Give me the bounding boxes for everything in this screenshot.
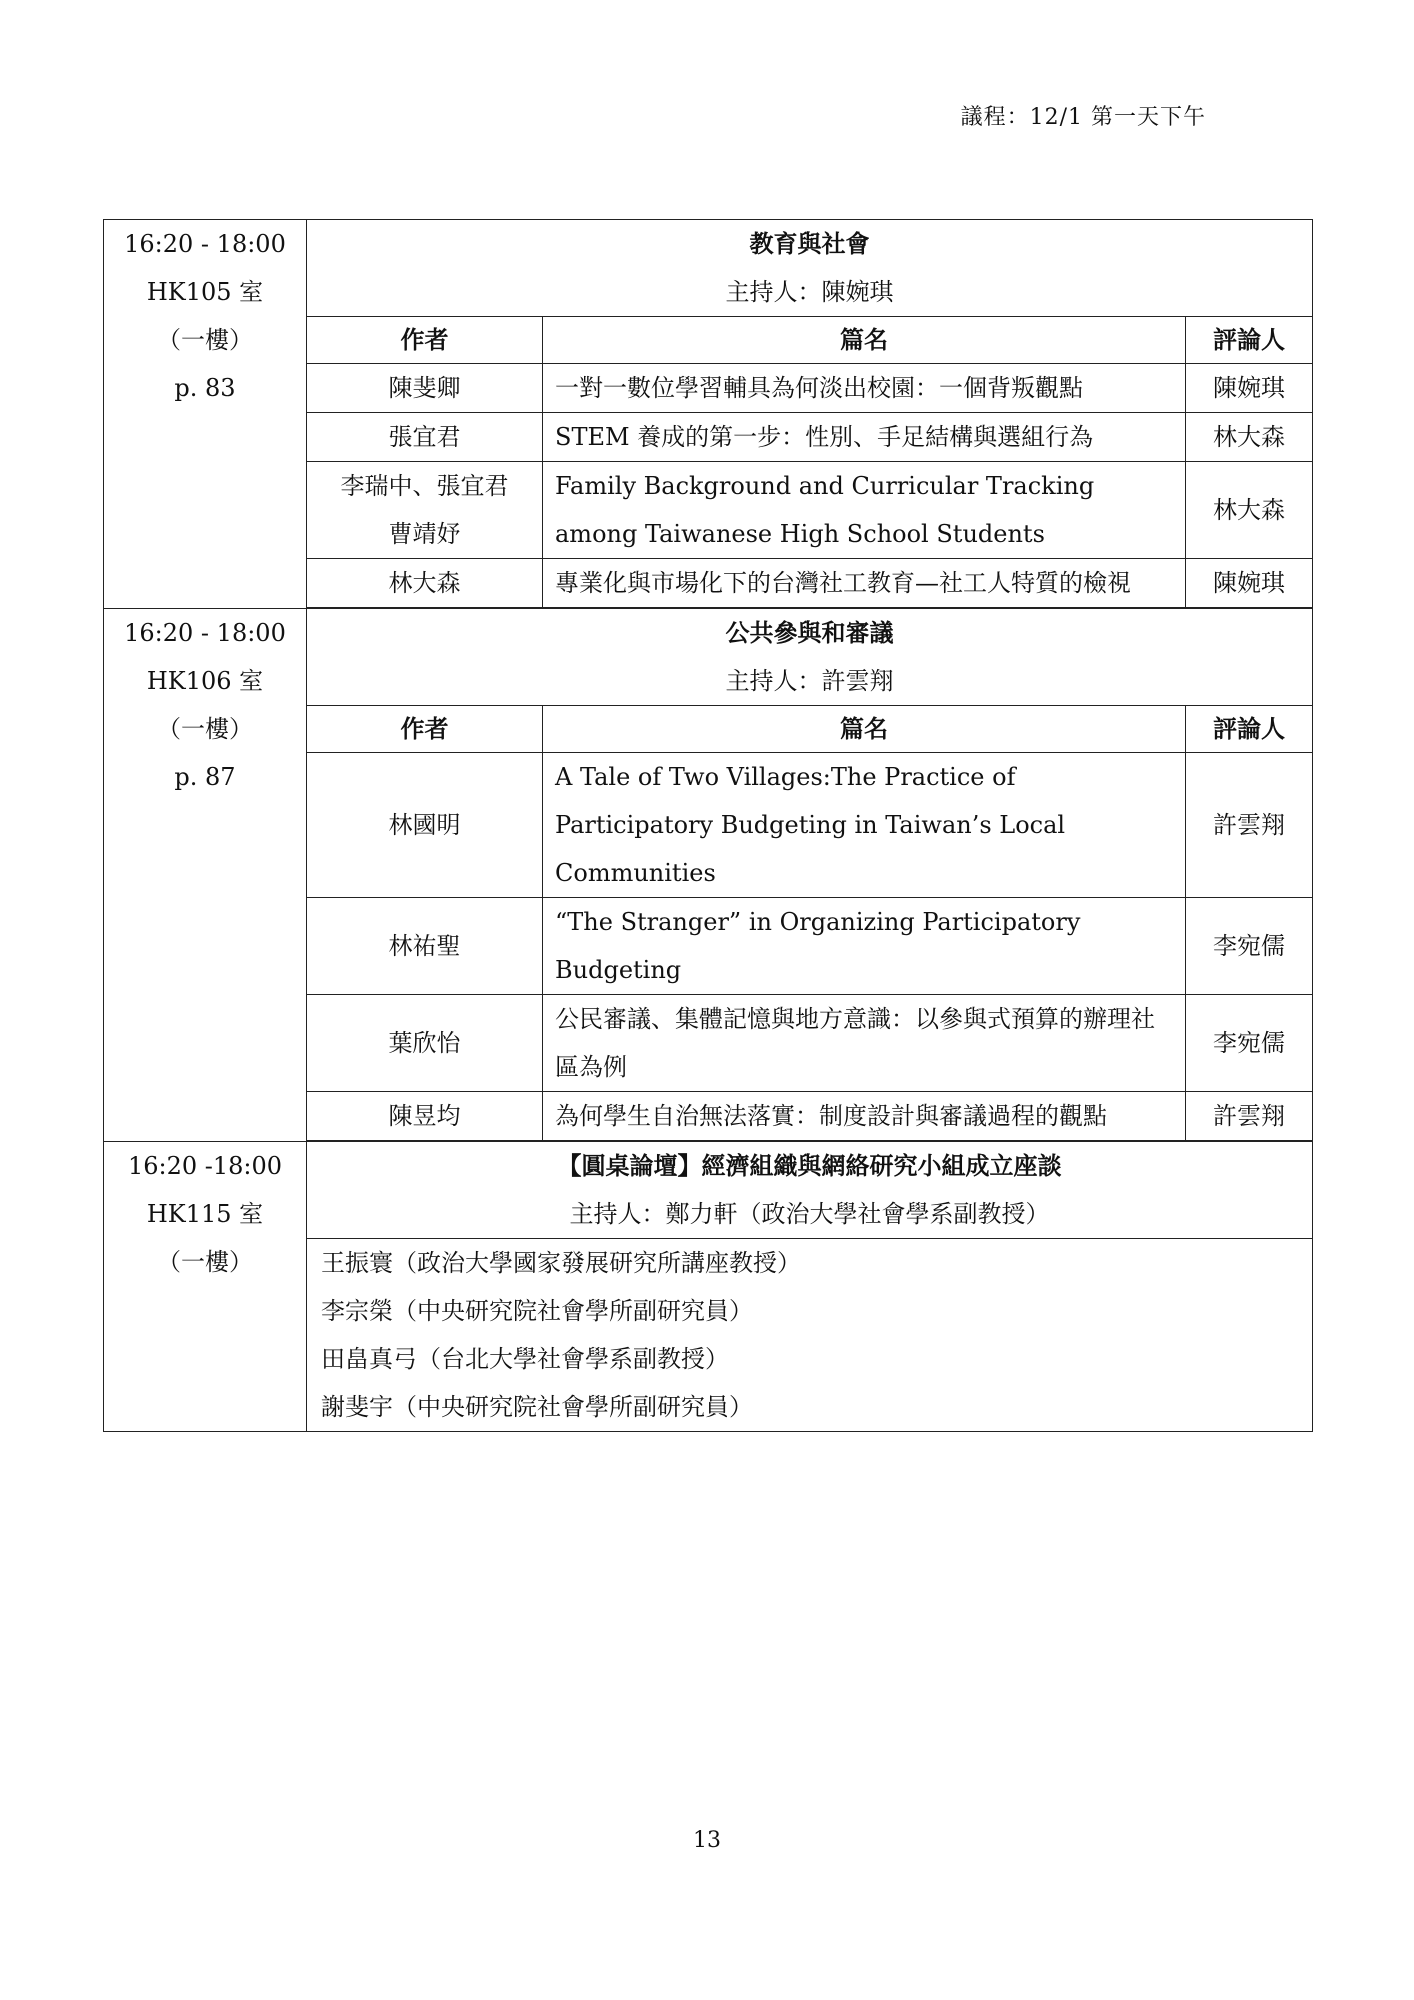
session-host: 主持人：許雲翔 — [725, 667, 894, 695]
discussant-name: 李宛儒 — [1186, 898, 1313, 995]
session-2-heading — [307, 609, 1313, 706]
discussant-name: 許雲翔 — [1186, 753, 1313, 898]
discussant-header: 評論人 — [1186, 706, 1313, 753]
paper-title: A Tale of Two Villages:The Practice of Participatory Budgeting in Taiwan’s Local Communities — [543, 753, 1186, 898]
session-time: 16:20 - 18:00 — [124, 230, 286, 258]
session-host: 主持人：陳婉琪 — [725, 278, 894, 306]
session-1-heading — [307, 220, 1313, 317]
participant: 李宗榮（中央研究院社會學所副研究員） — [321, 1297, 753, 1325]
session-title: 【圓桌論壇】經濟組織與網絡研究小組成立座談 — [557, 1151, 1062, 1180]
discussant-name: 李宛儒 — [1186, 995, 1313, 1092]
session-room: HK105 室 — [146, 278, 264, 306]
discussant-name: 林大森 — [1186, 462, 1313, 559]
discussant-header: 評論人 — [1186, 317, 1313, 364]
paper-title: 公民審議、集體記憶與地方意識：以參與式預算的辦理社區為例 — [543, 995, 1186, 1092]
session-title: 教育與社會 — [749, 229, 870, 258]
paper-title: “The Stranger” in Organizing Participatory Budgeting — [543, 898, 1186, 995]
participant: 謝斐宇（中央研究院社會學所副研究員） — [321, 1393, 753, 1421]
author-cell — [307, 559, 543, 608]
author-header: 作者 — [307, 317, 543, 364]
session-page: p. 83 — [174, 374, 236, 402]
author-cell — [307, 462, 543, 559]
author-name: 陳昱均 — [388, 1102, 461, 1130]
paper-title: Family Background and Curricular Tracking among Taiwanese High School Students — [543, 462, 1186, 559]
author-name: 林國明 — [388, 811, 461, 839]
discussant-name: 陳婉琪 — [1186, 364, 1313, 413]
paper-title: STEM 養成的第一步：性別、手足結構與選組行為 — [543, 413, 1186, 462]
session-floor: （一樓） — [157, 715, 253, 743]
paper-header: 篇名 — [543, 706, 1186, 753]
running-header: 議程：12/1 第一天下午 — [960, 105, 1206, 130]
author-name: 陳斐卿 — [388, 374, 461, 402]
session-2-title-row — [104, 609, 1313, 706]
discussant-name: 許雲翔 — [1186, 1092, 1313, 1141]
session-room: HK106 室 — [146, 667, 264, 695]
discussant-name: 陳婉琪 — [1186, 559, 1313, 608]
author-cell — [307, 753, 543, 898]
author-name: 曹靖妤 — [388, 520, 461, 548]
author-name: 林祐聖 — [388, 932, 461, 960]
author-cell — [307, 898, 543, 995]
session-time: 16:20 -18:00 — [127, 1152, 283, 1180]
author-cell — [307, 995, 543, 1092]
author-name: 林大森 — [388, 569, 461, 597]
session-title: 公共參與和審議 — [725, 618, 894, 647]
author-name: 葉欣怡 — [388, 1029, 461, 1057]
discussant-name: 林大森 — [1186, 413, 1313, 462]
author-name: 李瑞中、張宜君 — [340, 472, 509, 500]
session-2-info — [104, 609, 307, 1142]
paper-title: 一對一數位學習輔具為何淡出校園：一個背叛觀點 — [543, 364, 1186, 413]
session-floor: （一樓） — [157, 326, 253, 354]
participant: 田畠真弓（台北大學社會學系副教授） — [321, 1345, 729, 1373]
paper-header: 篇名 — [543, 317, 1186, 364]
agenda-table — [103, 219, 1313, 1432]
session-time: 16:20 - 18:00 — [124, 619, 286, 647]
author-cell — [307, 364, 543, 413]
author-name: 張宜君 — [388, 423, 461, 451]
session-3-heading — [307, 1142, 1313, 1239]
author-header: 作者 — [307, 706, 543, 753]
session-1-info — [104, 220, 307, 609]
session-page: p. 87 — [174, 763, 236, 791]
author-cell — [307, 1092, 543, 1141]
participant: 王振寰（政治大學國家發展研究所講座教授） — [321, 1249, 801, 1277]
paper-title: 為何學生自治無法落實：制度設計與審議過程的觀點 — [543, 1092, 1186, 1141]
session-floor: （一樓） — [157, 1248, 253, 1276]
paper-title: 專業化與市場化下的台灣社工教育—社工人特質的檢視 — [543, 559, 1186, 608]
author-cell — [307, 413, 543, 462]
session-1-title-row — [104, 220, 1313, 317]
participants-cell — [307, 1239, 1313, 1432]
session-room: HK115 室 — [146, 1200, 264, 1228]
session-host: 主持人：鄭力軒（政治大學社會學系副教授） — [569, 1200, 1050, 1228]
session-3-info — [104, 1142, 307, 1432]
page-number: 13 — [693, 1828, 721, 1853]
session-3-title-row — [104, 1142, 1313, 1239]
